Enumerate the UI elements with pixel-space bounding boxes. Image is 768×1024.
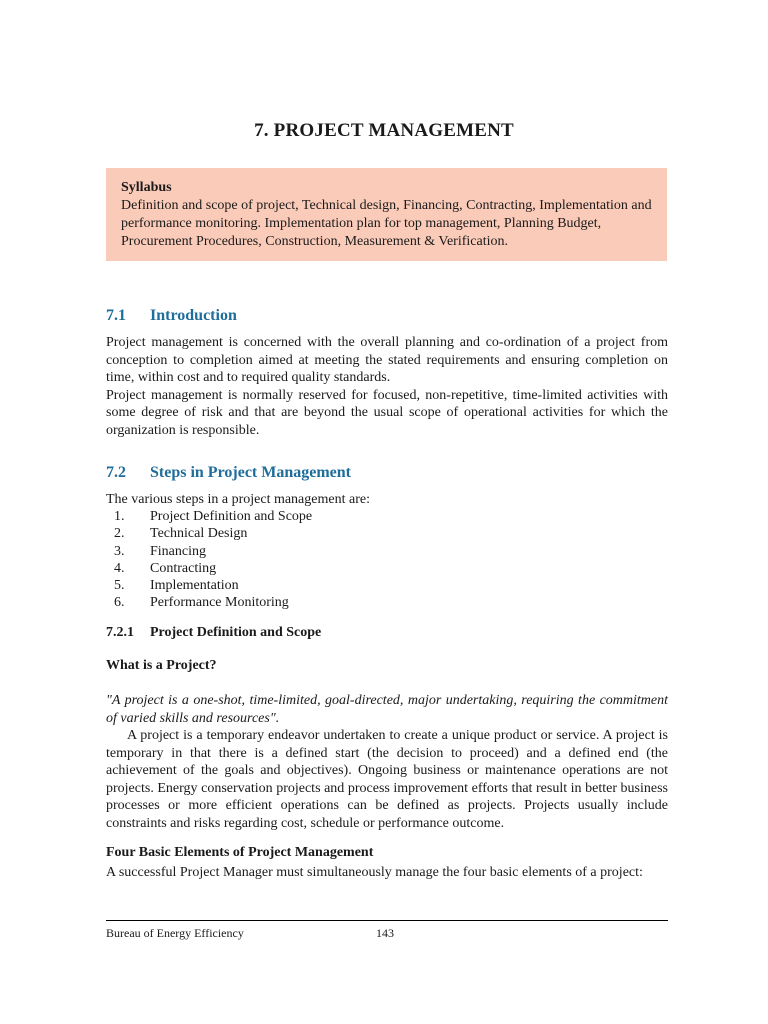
chapter-title: 7. PROJECT MANAGEMENT (254, 120, 514, 141)
four-elements-text: A successful Project Manager must simultaneously manage the four basic elements of a project: (106, 865, 643, 880)
list-item-label: Technical Design (150, 526, 248, 542)
footer-divider (106, 920, 668, 921)
introduction-body (106, 334, 668, 439)
syllabus-box (106, 168, 667, 261)
section-heading-steps (106, 464, 351, 482)
list-item-label: Financing (150, 543, 206, 559)
list-item-label: Contracting (150, 560, 217, 576)
subsection-title: Project Definition and Scope (150, 625, 322, 640)
section-number: 7.2 (106, 464, 126, 481)
introduction-paragraph: Project management is normally reserved for focused, non-repetitive, time-limited activities with some degree of risk and that are beyond the usual scope of operational activities for which the organization is responsible. (106, 387, 668, 438)
list-item-label: Performance Monitoring (150, 595, 289, 611)
list-item-number: 6. (114, 595, 125, 611)
introduction-paragraph: Project management is concerned with the overall planning and co-ordination of a project from conception to completion aimed at meeting the stated requirements and ensuring completion on time, within cost and to required quality standards. (106, 335, 668, 385)
section-heading-introduction (106, 307, 237, 325)
section-title: Introduction (150, 307, 237, 324)
project-quote: "A project is a one-shot, time-limited, goal-directed, major undertaking, requiring the commitment of varied skills and resources". (106, 693, 668, 726)
list-item-label: Project Definition and Scope (150, 509, 313, 524)
list-item (106, 594, 506, 611)
subsection-heading-definition (106, 625, 321, 641)
what-is-project-heading: What is a Project? (106, 658, 217, 673)
list-item-number: 2. (114, 526, 125, 542)
list-item-number: 4. (114, 560, 125, 576)
section-title: Steps in Project Management (150, 464, 351, 481)
subsection-number: 7.2.1 (106, 625, 134, 640)
list-item (106, 525, 506, 542)
section-number: 7.1 (106, 307, 126, 324)
list-item (106, 508, 506, 525)
list-item-number: 1. (114, 509, 125, 524)
list-item (106, 543, 506, 560)
list-item-number: 3. (114, 543, 125, 559)
four-elements-heading: Four Basic Elements of Project Management (106, 845, 374, 860)
project-paragraph: A project is a temporary endeavor undertaken to create a unique product or service. A project is temporary in that there is a defined start (the decision to proceed) and a defined end (the achievement of the goals and objectives). Ongoing business or maintenance operations are not projects. Energy conservation projects and process improvement efforts that result in better business processes or more efficient operations can be defined as projects. Projects usually include constraints and risks regarding cost, schedule or performance outcome. (106, 728, 668, 831)
syllabus-heading: Syllabus (121, 180, 172, 195)
page-number: 143 (376, 926, 394, 940)
steps-intro: The various steps in a project management are: (106, 492, 370, 507)
list-item-number: 5. (114, 578, 125, 594)
steps-list (106, 508, 506, 612)
footer-organization: Bureau of Energy Efficiency (106, 926, 244, 940)
list-item-label: Implementation (150, 578, 239, 594)
syllabus-text: Definition and scope of project, Technical design, Financing, Contracting, Implementation and performance monitoring. Implementation plan for top management, Planning Budget, Procurement Procedures, Construction, Measurement & Verification. (121, 198, 652, 249)
list-item (106, 560, 506, 577)
list-item (106, 577, 506, 594)
